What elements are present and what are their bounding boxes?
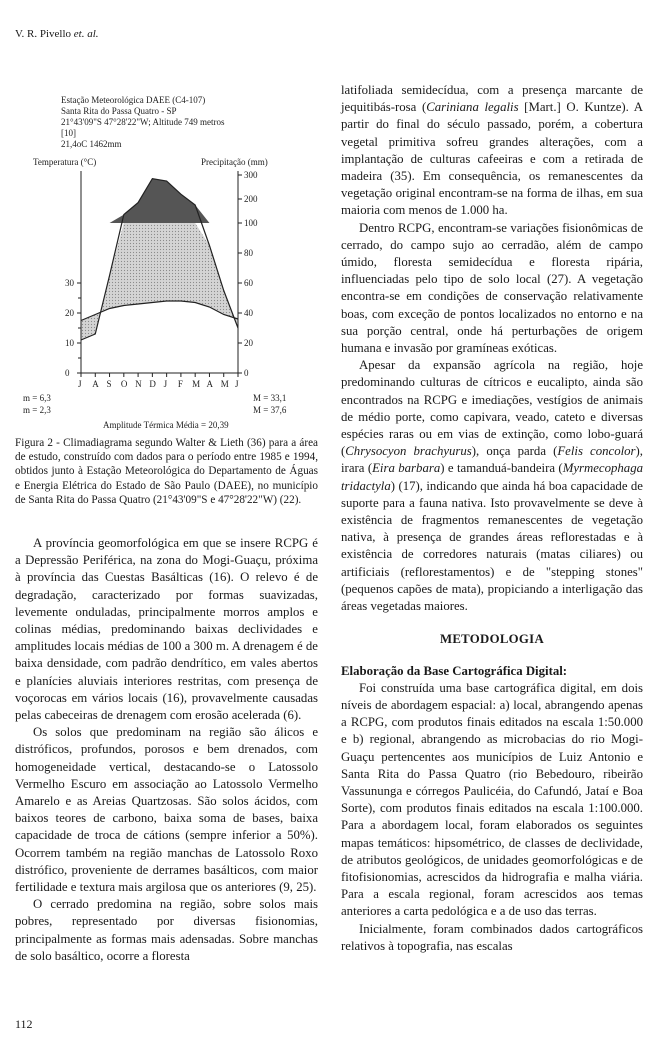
precipitation-axis-label: Precipitação (mm) xyxy=(201,157,268,167)
climate-diagram xyxy=(15,95,318,435)
month-label: J xyxy=(163,379,168,389)
paragraph-soils: Os solos que predominam na região são álicos e distróficos, profundos, porosos e bem drenados, com homogeneidade vertical, destacando-se o Latossolo Vermelho Escuro em associação ao Latossolo Vermelho Amarelo e as Areias Quartzosas. São solos ácidos, com baixos teores de carbono, baixa soma de bases, baixa capacidade de troca de cátions (sempre inferior a 50%). Ocorrem também na região manchas de Latossolo Roxo distrófico, proveniente de derrames basálticos, com maior fertilidade e textura mais argilosa que os anteriores (9, 25). xyxy=(15,725,318,895)
month-label: F xyxy=(177,379,183,389)
paragraph-forest: latifoliada semidecídua, com a presença marcante de jequitibás-rosa (Cariniana legalis [Mart.] O. Kuntze). A partir do final do século passado, porém, a cobertura vegetal primitiva sofreu grandes alterações, com a implantação de culturas cafeeiras e com a retirada de madeira (35). Em consequência, os remanescentes da vegetação original encontram-se na forma de ilhas, em sua maioria com menos de 1.000 ha. xyxy=(341,83,643,218)
month-label: D xyxy=(149,379,156,389)
month-label: N xyxy=(135,379,142,389)
month-label: O xyxy=(120,379,128,389)
temp-abs-max: M = 37,6 xyxy=(253,405,287,415)
station-years: [10] xyxy=(61,128,76,138)
left-tick-label: 20 xyxy=(65,308,74,318)
chart-plot-area xyxy=(65,170,258,389)
right-tick-label: 60 xyxy=(244,278,253,288)
right-tick-label: 80 xyxy=(244,248,253,258)
header-author: V. R. Pivello xyxy=(15,28,74,40)
section-heading-metodologia: METODOLOGIA xyxy=(439,632,545,647)
right-tick-label: 40 xyxy=(244,308,253,318)
amplitude-label: Amplitude Térmica Média = 20,39 xyxy=(103,420,229,430)
station-place: Santa Rita do Passa Quatro - SP xyxy=(61,106,177,116)
perhumid-area xyxy=(81,179,238,223)
left-tick-label: 0 xyxy=(65,368,70,378)
month-label: S xyxy=(106,379,112,389)
paragraph-cartographic-base: Foi construída uma base cartográfica digital, em dois níveis de abordagem espacial: a) local, abrangendo apenas a RCPG, com produtos finais editados na escala 1:50.000 e b) regional, abrangendo as microbacias do rio Mogi-Guaçu pertencentes aos municípios de Luiz Antonio e Santa Rita do Passa Quatro (rio Bebedouro, ribeirão Vassununga e córregos Paulicéia, do Cafundó, Jataí e Boa Sorte), com produtos finais editados na escala 1:100.000. Para a abordagem local, foram elaborados os seguintes mapas temáticos: hipsométrico, de classes de declividade, de atributos geológicos, de unidades geomorfológicas e de fitofisionomias, acrescidos da hidrografia e malha viária. Para a escala regional, foram acrescidos aos temas anteriores a carta pedológica e a de uso das terras. xyxy=(341,680,643,919)
page-number: 112 xyxy=(15,1017,33,1031)
month-label: A xyxy=(206,379,213,389)
subsection-heading: Elaboração da Base Cartográfica Digital: xyxy=(341,663,568,678)
temp-abs-min: m = 2,3 xyxy=(23,405,51,415)
paragraph-fauna: Apesar da expansão agrícola na região, hoje predominando culturas de cítricos e eucalipto, ainda são encontrados na RCPG e imediações, vestígios de animais de médio porte, como capivara, veado, cateto e diversas espécies raras ou em vias de extinção, como lobo-guará (Chrysocyon brachyurus), onça parda (Felis concolor), irara (Eira barbara) e tamanduá-bandeira (Myrmecophaga tridactyla) (17), indicando que ainda há boa capacidade de suporte para a fauna nativa. Isto provavelmente se deve à existência de fragmentos remanescentes de vegetação nativa, à presença de grandes áreas reflorestadas e à existência de corredores naturais (matas ciliares) ou artificiais (reflorestamentos) e de "stepping stones" (pequenos capões de mata), propiciando a interligação das áreas vegetadas maiores. xyxy=(341,358,643,614)
left-tick-label: 10 xyxy=(65,338,74,348)
temp-mean-max: M = 33,1 xyxy=(253,393,287,403)
month-label: J xyxy=(78,379,82,389)
temperature-axis-label: Temperatura (°C) xyxy=(33,157,97,167)
right-tick-label: 20 xyxy=(244,338,253,348)
figure-caption: Figura 2 - Climadiagrama segundo Walter & Lieth (36) para a área de estudo, construído com dados para o período entre 1985 e 1994, obtidos junto à Estação Meteorológica do Departamento de Águas e Energia Elétrica do Estado de São Paulo (DAEE), no município de Santa Rita do Passa Quatro (21°43'09"S e 47°28'22"W) (22). xyxy=(15,437,318,506)
station-coords: 21°43'09"S 47°28'22"W; Altitude 749 metros xyxy=(61,117,225,127)
right-tick-label: 100 xyxy=(244,218,258,228)
header-etal: et. al. xyxy=(73,28,99,40)
paragraph-rcpg: Dentro RCPG, encontram-se variações fisionômicas de cerrado, do campo sujo ao cerradão, além de campo úmido, floresta semidecídua e floresta ripária, influenciadas pelo tipo de solo local (27). A vegetação encontra-se em condições de conservação relativamente boas, com exceção de pontos localizados no entorno e na sua porção central, onde há perturbações de origem humana e invasão por gramíneas exóticas. xyxy=(341,220,643,356)
month-label: M xyxy=(220,379,229,389)
month-label: J xyxy=(235,379,239,389)
right-tick-label: 300 xyxy=(244,170,258,180)
right-tick-label: 200 xyxy=(244,194,258,204)
paragraph-initially: Inicialmente, foram combinados dados cartográficos relativos à topografia, nas escalas xyxy=(341,921,643,953)
running-header xyxy=(15,28,99,40)
paragraph-vegetation: O cerrado predomina na região, sobre solos mais pobres, representado por diversas fisionomias, principalmente as formas mais adensadas. Sobre manchas de solo basáltico, ocorre a floresta xyxy=(15,897,318,963)
month-label: A xyxy=(92,379,99,389)
right-column xyxy=(341,82,643,955)
right-tick-label: 0 xyxy=(244,368,249,378)
left-tick-label: 30 xyxy=(65,278,74,288)
station-name: Estação Meteorológica DAEE (C4-107) xyxy=(61,95,206,105)
month-label: M xyxy=(192,379,201,389)
humid-area xyxy=(81,223,238,340)
paragraph-geomorphology: A província geomorfológica em que se insere RCPG é a Depressão Periférica, na zona do Mogi-Guaçu, próxima à província das Cuestas Basálticas (16). O relevo é de degradação, caracterizado por formas suavizadas, levemente onduladas, principalmente morros amplos e colinas médias, predominando baixas declividades e amplitudes locais médias de 100 a 300 m. A drenagem é de baixa densidade, com padrão dendrítico, em vales abertos e planícies aluviais interiores restritas, com presença de voçorocas em vários locais (16), provavelmente causadas pelas cabeceiras de drenagem com erosão acelerada (6). xyxy=(15,536,318,723)
station-stats: 21,4oC 1462mm xyxy=(61,139,122,149)
temp-mean-min: m = 6,3 xyxy=(23,393,51,403)
left-column xyxy=(15,535,318,965)
